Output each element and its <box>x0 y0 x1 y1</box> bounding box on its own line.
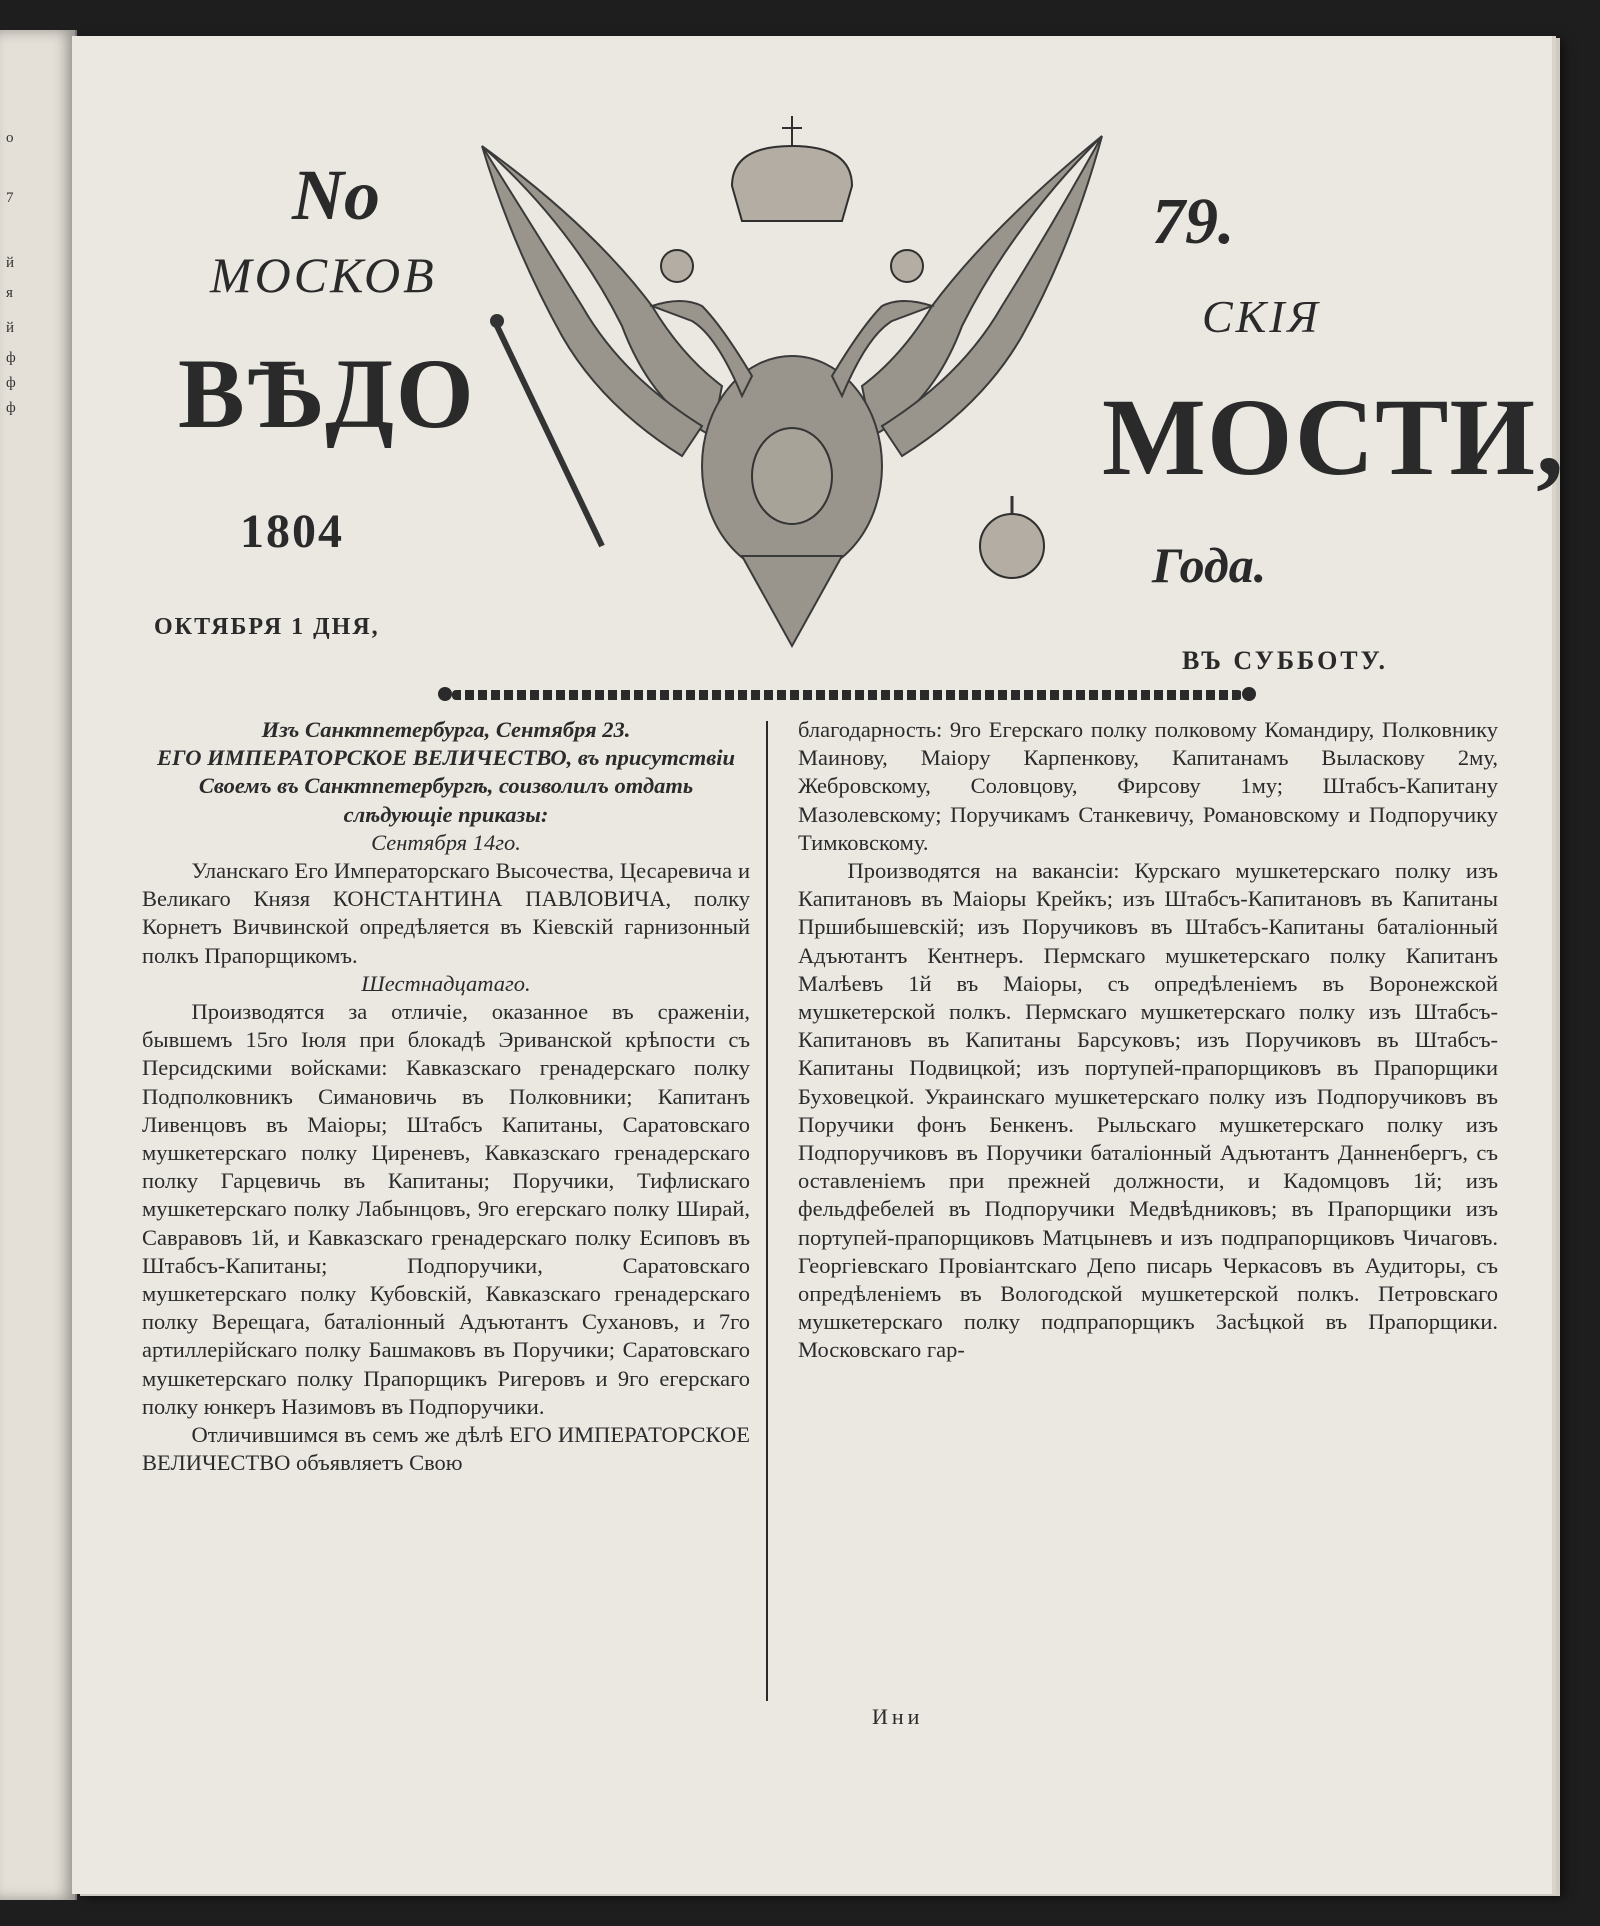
masthead <box>72 36 1565 676</box>
left-page-fragment: ф <box>6 350 16 366</box>
title-part-skiya: СКІЯ <box>1202 291 1321 342</box>
right-column <box>798 716 1498 1365</box>
left-column <box>142 716 750 1477</box>
paragraph: Отличившимся въ семъ же дѣлѣ ЕГО ИМПЕРАТОРСКОЕ ВЕЛИЧЕСТВО объявляетъ Свою <box>142 1422 750 1476</box>
left-page-fragment: я <box>6 285 13 301</box>
left-page-fragment: й <box>6 255 15 271</box>
title-part-moskov: МОСКОВ <box>210 247 437 303</box>
issue-date: ОКТЯБРЯ 1 ДНЯ, <box>154 614 380 640</box>
left-page-fragment: 7 <box>6 190 14 206</box>
intro-text: ЕГО ИМПЕРАТОРСКОЕ ВЕЛИЧЕСТВО, въ присутствіи Своемъ въ Санктпетербургѣ, соизволилъ отдать слѣдующіе приказы: <box>156 745 736 827</box>
left-page-fragment: ф <box>6 375 16 391</box>
issue-number: 79. <box>1152 185 1235 258</box>
newspaper-page <box>72 36 1565 1894</box>
title-part-mosti: МОСТИ, <box>1102 376 1565 498</box>
left-page-fragment: о <box>6 130 14 146</box>
year: 1804 <box>240 505 344 558</box>
order-date: Шестнадцатаго. <box>361 970 531 996</box>
paragraph: Производятся за отличіе, оказанное въ сраженіи, бывшемъ 15го Іюля при блокадѣ Эриванской крѣпости съ Персидскими войсками: Кавказскаго гренадерскаго полку Подполковникъ Симановичь въ Полковники; Капитанъ Ливенцовъ въ Маіоры; Штабсъ Капитаны, Саратовскаго мушкетерскаго полку Циреневъ, Кавказскаго гренадерскаго полку Гарцевичь въ Капитаны; Поручики, Тифлискаго мушкетерскаго полку Лабынцовъ, 9го егерскаго полку Ширай, Савравовъ 1й, и Кавказскаго гренадерскаго полку Есиповъ въ Штабсъ-Капитаны; Подпоручики, Саратовскаго мушкетерскаго полку Кубовскій, Кавказскаго гренадерскаго полку Верещага, баталіонный Адъютантъ Сухановъ, и 7го артиллерійскаго полку Башмаковъ въ Поручики; Саратовскаго мушкетерскаго полку Прапорщикъ Ригеровъ и 9го егерскаго полку юнкеръ Назимовъ въ Подпоручики. <box>142 999 750 1419</box>
double-headed-eagle-icon <box>452 106 1132 706</box>
left-page-fragment: й <box>6 320 15 336</box>
year-suffix: Года. <box>1152 537 1267 593</box>
paragraph: Производятся на вакансіи: Курскаго мушкетерскаго полку изъ Капитановъ въ Маіоры Крейкъ; изъ Штабсъ-Капитановъ въ Капитаны Пршибышевскій; изъ Поручиковъ въ Штабсъ-Капитаны баталіонный Адъютантъ Кентнеръ. Пермскаго мушкетерскаго полку Капитанъ Малѣевъ 1й въ Маіоры, съ опредѣленіемъ въ Воронежской мушкетерской полкъ. Пермскаго мушкетерскаго полку изъ Штабсъ-Капитановъ въ Капитаны Барсуковъ; изъ Поручиковъ въ Штабсъ-Капитаны Подвицкой; изъ портупей-прапорщиковъ въ Прапорщики Буховецкой. Украинскаго мушкетерскаго полку изъ Подпоручиковъ въ Поручики фонъ Бенкенъ. Рыльскаго мушкетерскаго полку изъ Подпоручиковъ въ Поручики баталіонный Адъютантъ Данненбергъ, съ оставленіемъ при прежней должности, и Кадомцовъ 1й; изъ фельдфебелей въ Подпоручики Медвѣдниковъ; въ Прапорщики изъ портупей-прапорщиковъ Матцыневъ и изъ подпрапорщиковъ Чичаговъ. Георгіевскаго Провіантскаго Депо писарь Черкасовъ въ Аудиторы, съ опредѣленіемъ въ Вологодской мушкетерской полкъ. Петровскаго мушкетерскаго полку подпрапорщикъ Засѣцкой въ Прапорщики. Московскаго гар- <box>798 858 1498 1363</box>
number-label: No <box>292 155 380 235</box>
ornamental-rule <box>452 690 1242 700</box>
paragraph: Уланскаго Его Императорскаго Высочества, Цесаревича и Великаго Князя КОНСТАНТИНА ПАВЛОВИЧА, полку Корнетъ Вичвинской опредѣляется въ Кіевскій гарнизонный полкъ Прапорщикомъ. <box>142 858 750 968</box>
paragraph: благодарность: 9го Егерскаго полку полковому Командиру, Полковнику Маинову, Маіору Карпенкову, Капитанамъ Выласкову 2му, Жебровскому, Соловцову, Фирсову 1му; Штабсъ-Капитану Мазолевскому; Поручикамъ Станкевичу, Романовскому и Подпоручику Тимковскому. <box>798 717 1498 855</box>
left-page-fragment: ф <box>6 400 16 416</box>
order-date: Сентября 14го. <box>371 829 521 855</box>
catchword: Ини <box>872 1704 924 1729</box>
issue-weekday: ВЪ СУББОТУ. <box>1182 646 1388 675</box>
left-page-edge <box>0 30 77 1900</box>
column-divider <box>766 721 768 1701</box>
title-part-vedo: ВѢДО <box>178 338 476 449</box>
dateline: Изъ Санктпетербурга, Сентября 23. <box>261 717 631 742</box>
